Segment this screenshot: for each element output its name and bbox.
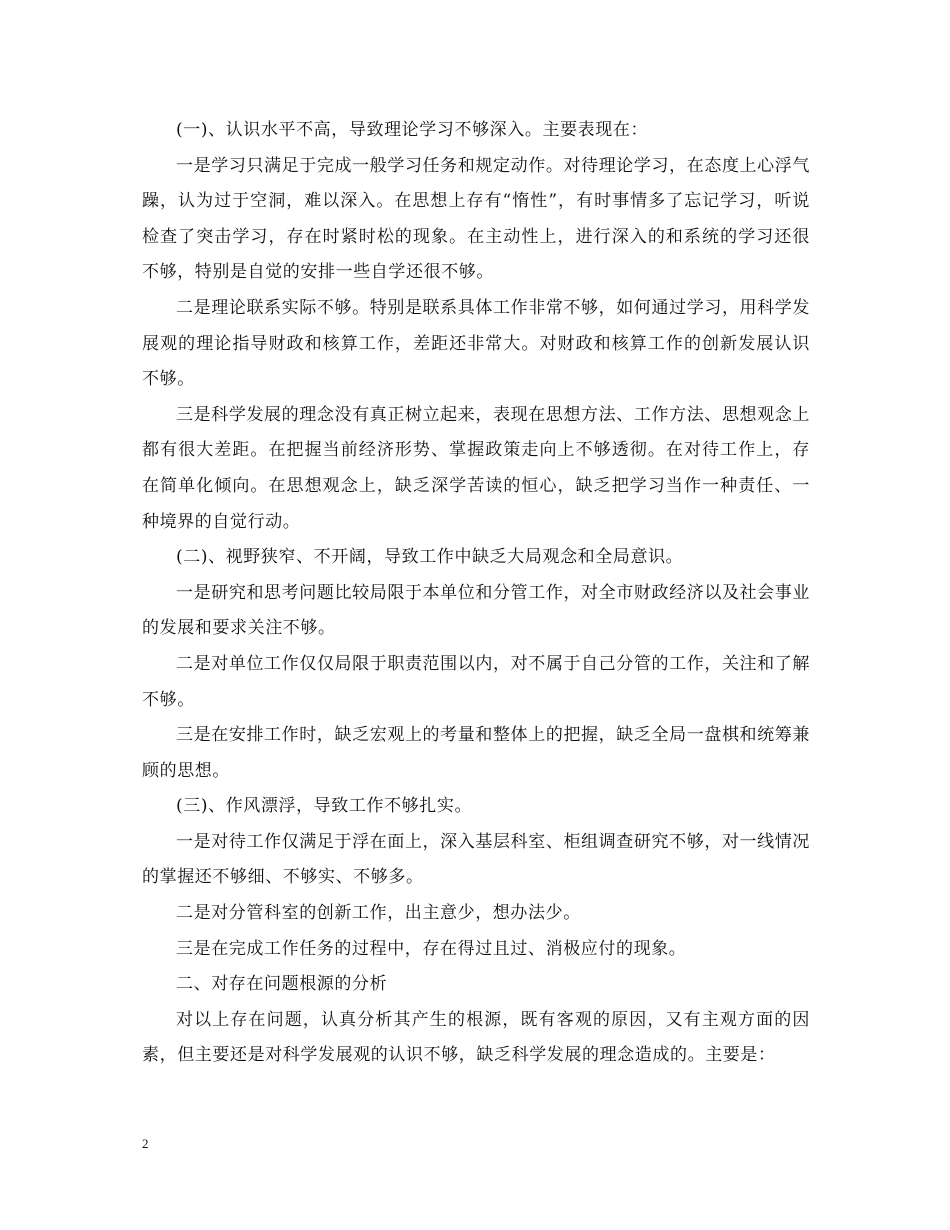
paragraph: 一是研究和思考问题比较局限于本单位和分管工作，对全市财政经济以及社会事业的发展和要求关注不够。 [142,582,810,639]
paragraph: 二是理论联系实际不够。特别是联系具体工作非常不够，如何通过学习，用科学发展观的理论指导财政和核算工作，差距还非常大。对财政和核算工作的创新发展认识不够。 [142,297,810,390]
paragraph: 一是对待工作仅满足于浮在面上，深入基层科室、柜组调查研究不够，对一线情况的掌握还不够细、不够实、不够多。 [142,831,810,888]
heading-section-3: (三)、作风漂浮，导致工作不够扎实。 [176,796,473,817]
paragraph: 三是在完成工作任务的过程中，存在得过且过、消极应付的现象。 [176,938,687,959]
paragraph: 二是对单位工作仅仅局限于职责范围以内，对不属于自己分管的工作，关注和了解不够。 [142,653,810,710]
heading-analysis: 二、对存在问题根源的分析 [176,974,388,995]
heading-section-1: (一)、认识水平不高，导致理论学习不够深入。主要表现在： [176,120,649,140]
paragraph: 一是学习只满足于完成一般学习任务和规定动作。对待理论学习，在态度上心浮气躁，认为过于空洞，难以深入。在思想上存有“惰性”，有时事情多了忘记学习，听说检查了突击学习，存在时紧时松的现象。在主动性上，进行深入的和系统的学习还很不够，特别是自觉的安排一些自学还很不够。 [142,155,810,283]
paragraph: 三是在安排工作时，缺乏宏观上的考量和整体上的把握，缺乏全局一盘棋和统筹兼顾的思想。 [142,725,810,781]
paragraph: 对以上存在问题，认真分析其产生的根源，既有客观的原因，又有主观方面的因素，但主要还是对科学发展观的认识不够，缺乏科学发展的理念造成的。主要是： [142,1009,810,1066]
page-number: 2 [142,1136,149,1151]
paragraph: 二是对分管科室的创新工作，出主意少，想办法少。 [176,903,581,924]
heading-section-2: (二)、视野狭窄、不开阔，导致工作中缺乏大局观念和全局意识。 [176,547,684,568]
paragraph: 三是科学发展的理念没有真正树立起来，表现在思想方法、工作方法、思想观念上都有很大差距。在把握当前经济形势、掌握政策走向上不够透彻。在对待工作上，存在简单化倾向。在思想观念上，缺乏深学苦读的恒心，缺乏把学习当作一种责任、一种境界的自觉行动。 [142,404,810,532]
document-body [142,113,810,1074]
